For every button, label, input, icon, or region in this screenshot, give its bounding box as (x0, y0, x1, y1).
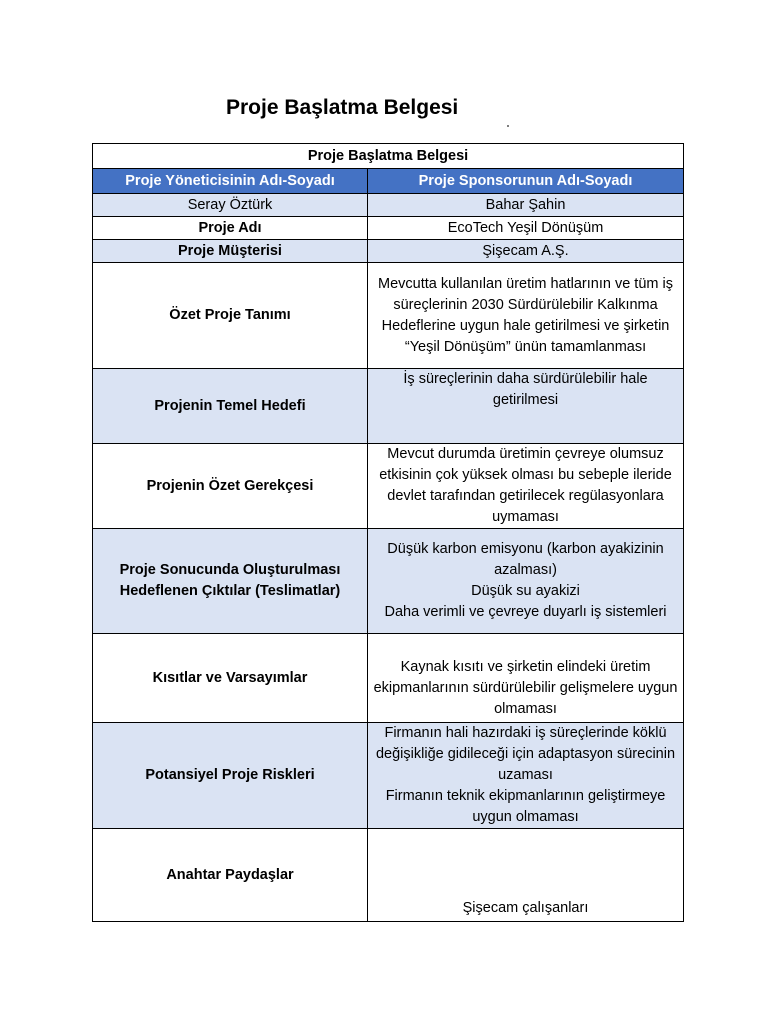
project-charter-table (92, 143, 684, 922)
main-goal-label: Projenin Temel Hedefi (93, 369, 368, 444)
manager-name-value: Seray Öztürk (93, 194, 368, 217)
table-row-names (93, 194, 684, 217)
table-row-risks (93, 723, 684, 829)
stakeholders-label: Anahtar Paydaşlar (93, 829, 368, 922)
project-customer-label: Proje Müşterisi (93, 240, 368, 263)
deliverable-item: Daha verimli ve çevreye duyarlı iş sistemleri (384, 604, 667, 620)
justification-value: Mevcut durumda üretimin çevreye olumsuz etkisinin çok yüksek olması bu sebeple ileride devlet tarafından getirilecek regülasyonlara uymaması (368, 444, 684, 529)
deliverables-label: Proje Sonucunda Oluşturulması Hedeflenen Çıktılar (Teslimatlar) (93, 529, 368, 634)
risk-item: Firmanın hali hazırdaki iş süreçlerinde köklü değişikliğe gidileceği için adaptasyon sürecinin uzaması (375, 725, 676, 783)
table-row-summary (93, 263, 684, 369)
table-row-constraints (93, 634, 684, 723)
table-row-stakeholders (93, 829, 684, 922)
project-customer-value: Şişecam A.Ş. (368, 240, 684, 263)
summary-value: Mevcutta kullanılan üretim hatlarının ve tüm iş süreçlerinin 2030 Sürdürülebilir Kalkınma Hedeflerine uygun hale getirilmesi ve şirketin “Yeşil Dönüşüm” ünün tamamlanması (368, 263, 684, 369)
summary-label: Özet Proje Tanımı (93, 263, 368, 369)
constraints-value: Kaynak kısıtı ve şirketin elindeki üretim ekipmanlarının sürdürülebilir gelişmelere uygun olmaması (368, 634, 684, 723)
project-name-value: EcoTech Yeşil Dönüşüm (368, 217, 684, 240)
table-row-justification (93, 444, 684, 529)
table-row-deliverables (93, 529, 684, 634)
table-row-project-name (93, 217, 684, 240)
deliverable-item: Düşük su ayakizi (471, 583, 580, 599)
table-row-main-goal (93, 369, 684, 444)
table-row-project-customer (93, 240, 684, 263)
justification-label: Projenin Özet Gerekçesi (93, 444, 368, 529)
page-title: Proje Başlatma Belgesi (226, 96, 459, 119)
risks-value (368, 723, 684, 829)
risks-label: Potansiyel Proje Riskleri (93, 723, 368, 829)
constraints-label: Kısıtlar ve Varsayımlar (93, 634, 368, 723)
main-goal-value: İş süreçlerinin daha sürdürülebilir hale getirilmesi (368, 369, 684, 444)
stakeholders-value: Şişecam çalışanları (368, 829, 684, 922)
deliverables-value (368, 529, 684, 634)
header-manager-name: Proje Yöneticisinin Adı-Soyadı (93, 169, 368, 194)
table-caption: Proje Başlatma Belgesi (93, 144, 684, 169)
project-name-label: Proje Adı (93, 217, 368, 240)
table-caption-row (93, 144, 684, 169)
deliverable-item: Düşük karbon emisyonu (karbon ayakizinin azalması) (387, 541, 664, 578)
sponsor-name-value: Bahar Şahin (368, 194, 684, 217)
table-header-row (93, 169, 684, 194)
risk-item: Firmanın teknik ekipmanlarının geliştirmeye uygun olmaması (385, 788, 666, 825)
stray-mark (507, 125, 509, 127)
header-sponsor-name: Proje Sponsorunun Adı-Soyadı (368, 169, 684, 194)
